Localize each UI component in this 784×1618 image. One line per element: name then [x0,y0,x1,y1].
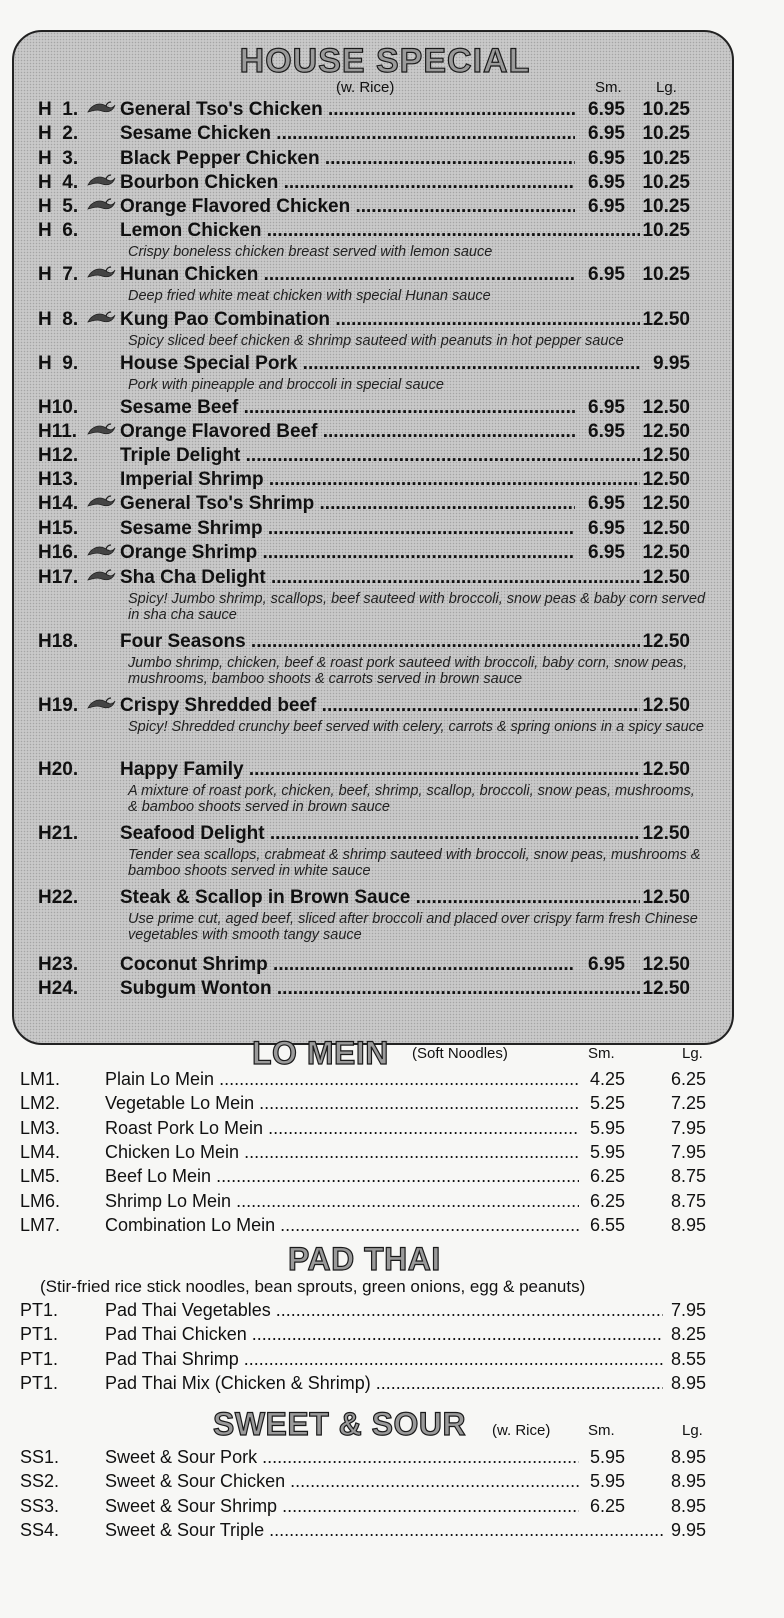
price: 8.25 [670,1324,706,1345]
item-description: A mixture of roast pork, chicken, beef, shrimp, scallop, broccoli, snow peas, mushrooms, & bamboo shoots served in brown sauce [128,783,695,815]
item-name: Lemon Chicken ..... [120,218,640,244]
price-large: 12.50 [642,887,690,908]
menu-item-row [0,121,784,147]
price-large: 10.25 [642,123,690,144]
item-name: Sha Cha Delight ..... [120,565,640,591]
item-name: Orange Flavored Beef ..... [120,419,575,445]
item-name: Orange Flavored Chicken ..... [120,194,575,220]
item-code: PT1. [20,1300,59,1320]
price-large: 8.95 [670,1495,706,1516]
price-large: 12.50 [642,397,690,418]
item-name: Four Seasons ..... [120,629,640,655]
item-name: Combination Lo Mein ..... [105,1213,579,1237]
price-large: 12.50 [642,309,690,330]
price-large: 12.50 [642,954,690,975]
item-code: SS4. [20,1519,60,1540]
price-large: 8.95 [670,1471,706,1492]
price-large: 12.50 [642,469,690,490]
spicy-pepper-icon [86,100,116,122]
lo-mein-col-lg: Lg. [682,1045,703,1062]
item-name: Happy Family ..... [120,757,640,783]
item-code: H19. [38,695,79,716]
spicy-pepper-icon [86,173,116,195]
pad-thai-subtitle: (Stir-fried rice stick noodles, bean sprouts, green onions, egg & peanuts) [40,1277,586,1296]
menu-item-row [0,1140,784,1164]
item-code: H 4. [38,172,79,193]
item-code: H 3. [38,148,79,169]
item-description: Spicy! Jumbo shrimp, scallops, beef sauteed with broccoli, snow peas & baby corn served in sha cha sauce [128,591,706,623]
menu-item-row [0,1189,784,1213]
menu-item-row [0,952,784,978]
price-small: 5.95 [589,1447,625,1467]
item-name: Sweet & Sour Shrimp ..... [105,1494,579,1518]
item-name: Kung Pao Combination ..... [120,307,640,333]
item-code: LM6. [20,1190,61,1211]
menu-item-row [0,1067,784,1091]
item-name: Chicken Lo Mein ..... [105,1140,579,1164]
menu-item-row [0,419,784,445]
item-name: Bourbon Chicken ..... [120,170,575,196]
item-code: H16. [38,542,79,563]
item-code: LM7. [20,1214,61,1235]
menu-item-row [0,194,784,220]
menu-item-row [0,1469,784,1493]
price-small: 5.95 [589,1141,625,1162]
price-small: 6.25 [589,1190,625,1211]
item-name: General Tso's Chicken ..... [120,97,575,123]
menu-item-row [0,1494,784,1518]
menu-item-row [0,629,784,655]
menu-item-row [0,1091,784,1115]
price-small: 6.95 [588,172,625,193]
item-code: PT1. [20,1348,59,1369]
price-large: 10.25 [642,264,690,285]
menu-item-row [0,146,784,172]
menu-item-row [0,1213,784,1237]
price-small: 6.55 [589,1214,625,1235]
menu-item-row [0,821,784,847]
item-name: Pad Thai Chicken ..... [105,1322,663,1346]
item-name: Steak & Scallop in Brown Sauce ..... [120,885,640,911]
item-code: H21. [38,823,79,844]
menu-item-row [0,443,784,469]
price-small: 6.95 [588,397,625,418]
price-large: 12.50 [642,421,690,442]
item-code: H22. [38,887,79,908]
item-code: LM1. [20,1069,61,1089]
price-large: 12.50 [642,695,690,716]
item-code: H20. [38,759,79,780]
item-name: Beef Lo Mein ..... [105,1164,579,1188]
sweet-sour-col-sm: Sm. [588,1422,615,1439]
item-code: H11. [38,421,78,442]
item-name: Sesame Shrimp ..... [120,516,575,542]
item-name: Sweet & Sour Triple ..... [105,1518,663,1542]
item-name: Sweet & Sour Chicken ..... [105,1469,579,1493]
item-code: H18. [38,631,79,652]
price-large: 10.25 [642,99,690,120]
spicy-pepper-icon [86,543,116,565]
item-description: Pork with pineapple and broccoli in special sauce [128,377,444,393]
item-code: LM3. [20,1117,61,1138]
sweet-sour-subtitle: (w. Rice) [492,1422,551,1439]
item-name: Sesame Beef ..... [120,395,575,421]
price-small: 6.95 [588,148,625,169]
menu-item-row [0,565,784,591]
price-small: 6.25 [589,1495,625,1516]
spicy-pepper-icon [86,494,116,516]
item-code: H10. [38,397,79,418]
price-large: 12.50 [642,567,690,588]
item-name: Orange Shrimp ..... [120,540,575,566]
price-large: 10.25 [642,172,690,193]
price-large: 12.50 [642,493,690,514]
item-code: H15. [38,518,79,539]
price-small: 5.95 [589,1471,625,1492]
item-name: Pad Thai Vegetables ..... [105,1298,663,1322]
house-special-col-lg: Lg. [656,79,677,96]
item-name: Black Pepper Chicken ..... [120,146,575,172]
spicy-pepper-icon [86,696,116,718]
price-large: 8.75 [670,1190,706,1211]
item-code: SS3. [20,1495,60,1516]
item-code: LM2. [20,1093,61,1114]
item-name: Hunan Chicken ..... [120,262,575,288]
price-small: 6.95 [588,954,625,975]
item-name: Plain Lo Mein ..... [105,1067,579,1091]
lo-mein-title: LO MEIN [252,1035,389,1071]
price-small: 6.25 [589,1166,625,1187]
price-large: 12.50 [642,978,690,999]
price-small: 6.95 [588,99,625,120]
menu-item-row [0,1116,784,1140]
lo-mein-subtitle: (Soft Noodles) [412,1045,508,1062]
item-code: H23. [38,954,79,975]
price-large: 12.50 [642,518,690,539]
item-code: H14. [38,493,79,514]
menu-item-row [0,395,784,421]
price-small: 6.95 [588,123,625,144]
item-description: Deep fried white meat chicken with special Hunan sauce [128,288,491,304]
item-name: Vegetable Lo Mein ..... [105,1091,579,1115]
item-code: H 7. [38,264,79,285]
menu-item-row [0,170,784,196]
price-small: 6.95 [588,493,625,514]
sweet-sour-title: SWEET & SOUR [213,1406,467,1442]
item-code: SS2. [20,1471,60,1492]
item-code: H12. [38,445,79,466]
item-name: Roast Pork Lo Mein ..... [105,1116,579,1140]
price: 7.95 [670,1300,706,1320]
spicy-pepper-icon [86,568,116,590]
price-large: 7.25 [670,1093,706,1114]
item-name: Coconut Shrimp ..... [120,952,575,978]
item-code: SS1. [20,1447,60,1467]
price-large: 12.50 [642,759,690,780]
spicy-pepper-icon [86,265,116,287]
spicy-pepper-icon [86,422,116,444]
item-description: Spicy! Shredded crunchy beef served with celery, carrots & spring onions in a spicy sauce [128,719,704,735]
item-code: H 8. [38,309,79,330]
price: 8.95 [670,1372,706,1393]
menu-item-row [0,1371,784,1395]
item-name: Subgum Wonton ..... [120,976,640,1002]
menu-item-row [0,757,784,783]
item-name: Seafood Delight ..... [120,821,640,847]
house-special-subtitle: (w. Rice) [336,79,395,96]
menu-item-row [0,885,784,911]
spicy-pepper-icon [86,197,116,219]
menu-item-row [0,693,784,719]
item-code: H 1. [38,99,79,120]
lo-mein-col-sm: Sm. [588,1045,615,1062]
item-code: H 5. [38,196,79,217]
price-small: 6.95 [588,518,625,539]
menu-item-row [0,1298,784,1322]
item-name: Pad Thai Shrimp ..... [105,1347,663,1371]
sweet-sour-col-lg: Lg. [682,1422,703,1439]
menu-item-row [0,467,784,493]
price-small: 6.95 [588,421,625,442]
item-name: Sesame Chicken ..... [120,121,575,147]
price-large: 12.50 [642,823,690,844]
menu-item-row [0,1347,784,1371]
item-description: Jumbo shrimp, chicken, beef & roast pork sauteed with broccoli, baby corn, snow peas, mushrooms, bamboo shoots & carrots served in brown sauce [128,655,688,687]
price-large: 10.25 [642,148,690,169]
menu-item-row [0,1322,784,1346]
item-name: Pad Thai Mix (Chicken & Shrimp) ..... [105,1371,663,1395]
item-code: H13. [38,469,79,490]
price-small: 5.25 [589,1093,625,1114]
item-code: PT1. [20,1372,59,1393]
price-large: 8.95 [670,1447,706,1467]
item-description: Crispy boneless chicken breast served with lemon sauce [128,244,493,260]
price-small: 6.95 [588,542,625,563]
item-description: Tender sea scallops, crabmeat & shrimp sauteed with broccoli, snow peas, mushrooms & bamboo shoots served in white sauce [128,847,701,879]
item-description: Spicy sliced beef chicken & shrimp sauteed with peanuts in hot pepper sauce [128,333,624,349]
house-special-title: HOUSE SPECIAL [239,42,531,80]
price-large: 10.25 [642,196,690,217]
item-name: General Tso's Shrimp ..... [120,491,575,517]
menu-item-row [0,491,784,517]
item-code: PT1. [20,1324,59,1345]
item-code: H24. [38,978,79,999]
price-large: 8.75 [670,1166,706,1187]
menu-item-row [0,540,784,566]
menu-item-row [0,307,784,333]
price-large: 12.50 [642,445,690,466]
menu-item-row [0,1518,784,1542]
price-large: 7.95 [670,1141,706,1162]
menu-item-row [0,1164,784,1188]
menu-item-row [0,1445,784,1469]
price: 8.55 [670,1348,706,1369]
item-name: Sweet & Sour Pork ..... [105,1445,579,1469]
price-large: 12.50 [642,542,690,563]
price-large: 6.25 [670,1069,706,1089]
item-name: Triple Delight ..... [120,443,640,469]
price-small: 4.25 [589,1069,625,1089]
price-large: 10.25 [642,220,690,241]
price-large: 9.95 [670,1519,706,1540]
menu-item-row [0,516,784,542]
price-large: 12.50 [642,631,690,652]
item-name: Imperial Shrimp ..... [120,467,640,493]
item-description: Use prime cut, aged beef, sliced after broccoli and placed over crispy farm fresh Chinese vegetables with smooth tangy sauce [128,911,698,943]
menu-item-row [0,262,784,288]
item-code: LM5. [20,1166,61,1187]
menu-item-row [0,218,784,244]
price-small: 6.95 [588,196,625,217]
item-code: H 9. [38,353,79,374]
menu-item-row [0,351,784,377]
price-large: 8.95 [670,1214,706,1235]
item-code: H17. [38,567,79,588]
menu-item-row [0,976,784,1002]
item-code: H 6. [38,220,79,241]
pad-thai-title: PAD THAI [288,1241,441,1277]
item-code: H 2. [38,123,79,144]
house-special-col-sm: Sm. [595,79,622,96]
item-code: LM4. [20,1141,61,1162]
price-small: 5.95 [589,1117,625,1138]
spicy-pepper-icon [86,310,116,332]
item-name: Shrimp Lo Mein ..... [105,1189,579,1213]
price-small: 6.95 [588,264,625,285]
menu-item-row [0,97,784,123]
price-large: 9.95 [653,353,690,374]
item-name: House Special Pork ..... [120,351,640,377]
price-large: 7.95 [670,1117,706,1138]
item-name: Crispy Shredded beef ..... [120,693,640,719]
